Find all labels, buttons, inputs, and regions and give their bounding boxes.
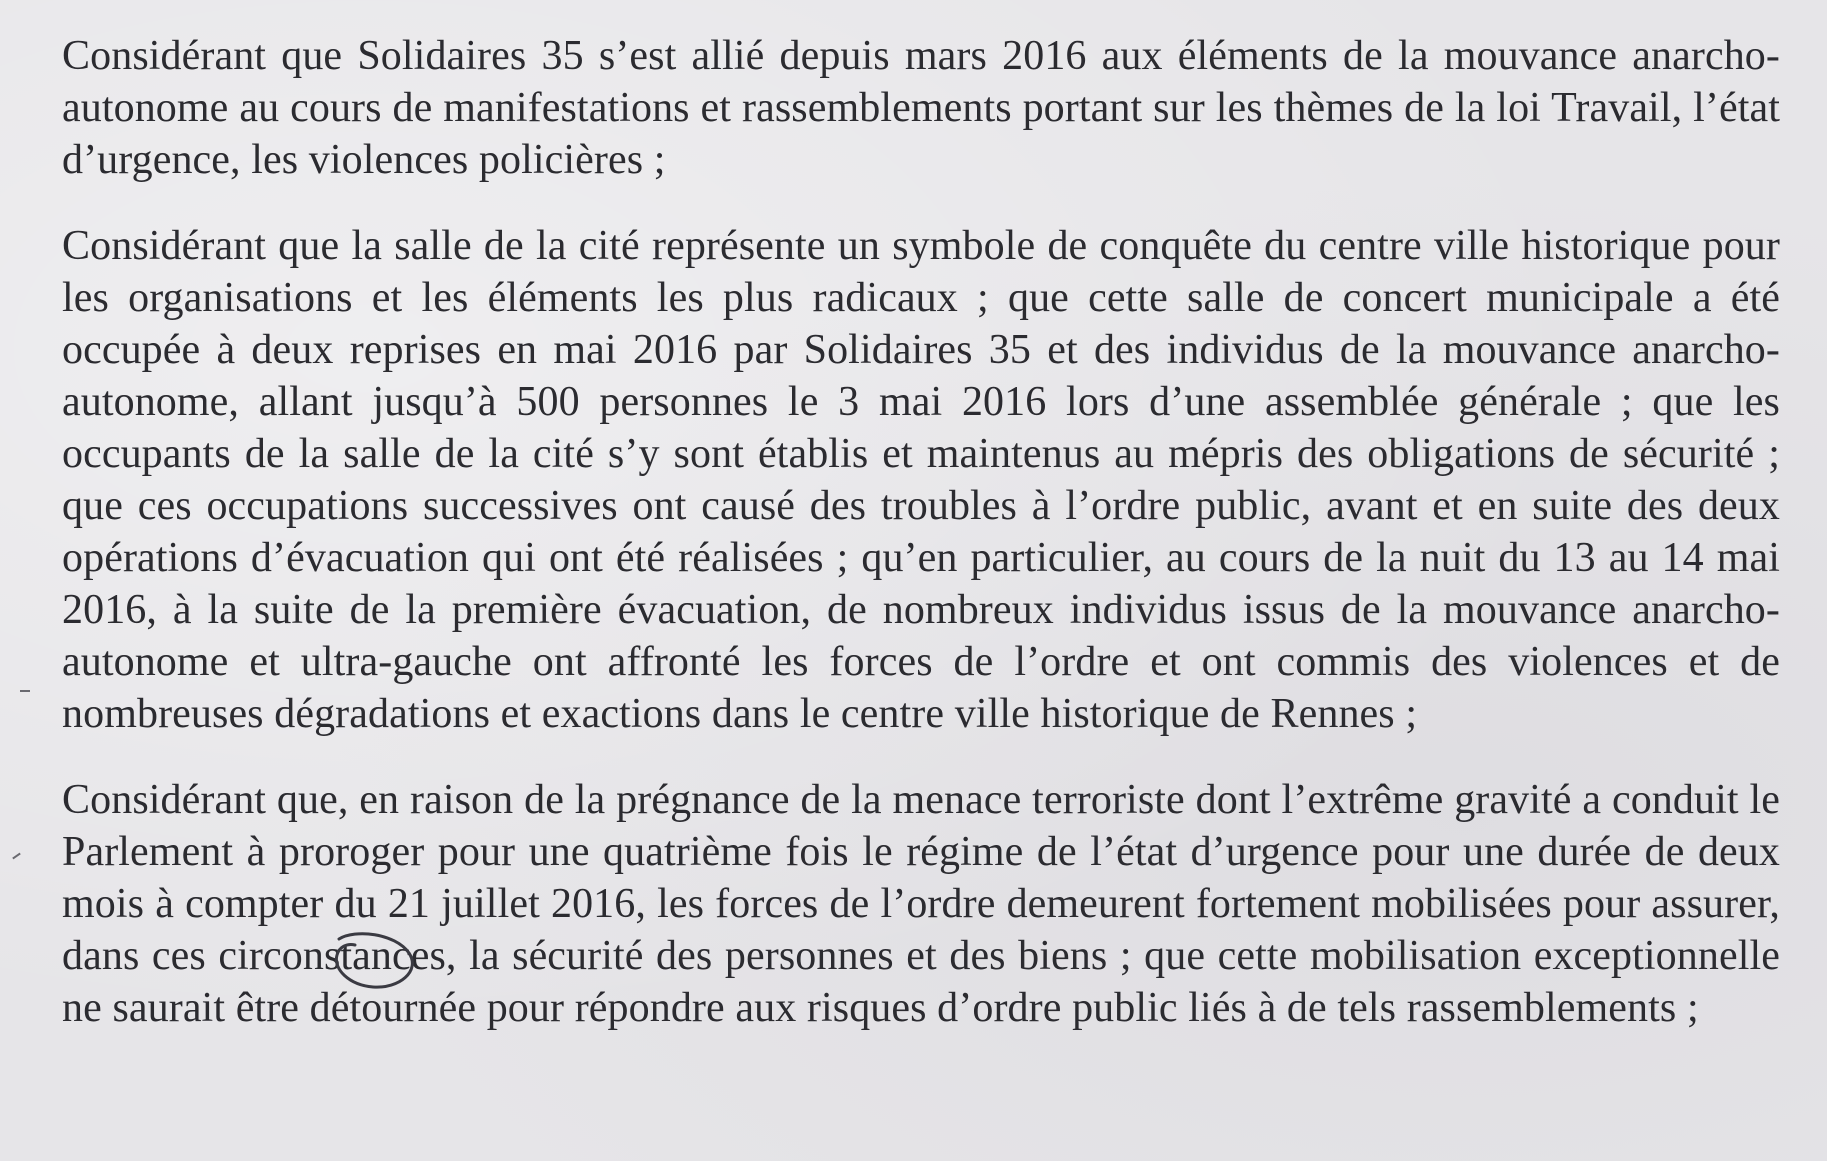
paragraph-menace-terroriste: Considérant que, en raison de la prégnance de la menace terroriste dont l’extrême gravité a conduit le Parlement à proroger pour une quatrième fois le régime de l’état d’urgence pour une durée de deux mois à compter du 21 juillet 2016, les forces de l’ordre demeurent fortement mobilisées pour assurer, dans ces circonstances, la sécurité des personnes et des biens ; que cette mobilisation exceptionnelle ne saurait être détournée pour répondre aux risques d’ordre public liés à de tels rassemblements ; xyxy=(62,777,1780,1031)
paragraph-solidaires: Considérant que Solidaires 35 s’est allié depuis mars 2016 aux éléments de la mouvance anarcho-autonome au cours de manifestations et rassemblements portant sur les thèmes de la loi Travail, l’état d’urgence, les violences policières ; xyxy=(62,33,1780,183)
pen-circle-mark xyxy=(325,925,420,995)
margin-mark xyxy=(20,690,30,692)
document-body xyxy=(62,30,1780,1034)
margin-mark xyxy=(12,853,21,860)
paragraph-salle-de-la-cite: Considérant que la salle de la cité représente un symbole de conquête du centre ville historique pour les organisations et les éléments les plus radicaux ; que cette salle de concert municipale a été occupée à deux reprises en mai 2016 par Solidaires 35 et des individus de la mouvance anarcho-autonome, allant jusqu’à 500 personnes le 3 mai 2016 lors d’une assemblée générale ; que les occupants de la salle de la cité s’y sont établis et maintenus au mépris des obligations de sécurité ; que ces occupations successives ont causé des troubles à l’ordre public, avant et en suite des deux opérations d’évacuation qui ont été réalisées ; qu’en particulier, au cours de la nuit du 13 au 14 mai 2016, à la suite de la première évacuation, de nombreux individus issus de la mouvance anarcho-autonome et ultra-gauche ont affronté les forces de l’ordre et ont commis des violences et de nombreuses dégradations et exactions dans le centre ville historique de Rennes ; xyxy=(62,223,1780,737)
